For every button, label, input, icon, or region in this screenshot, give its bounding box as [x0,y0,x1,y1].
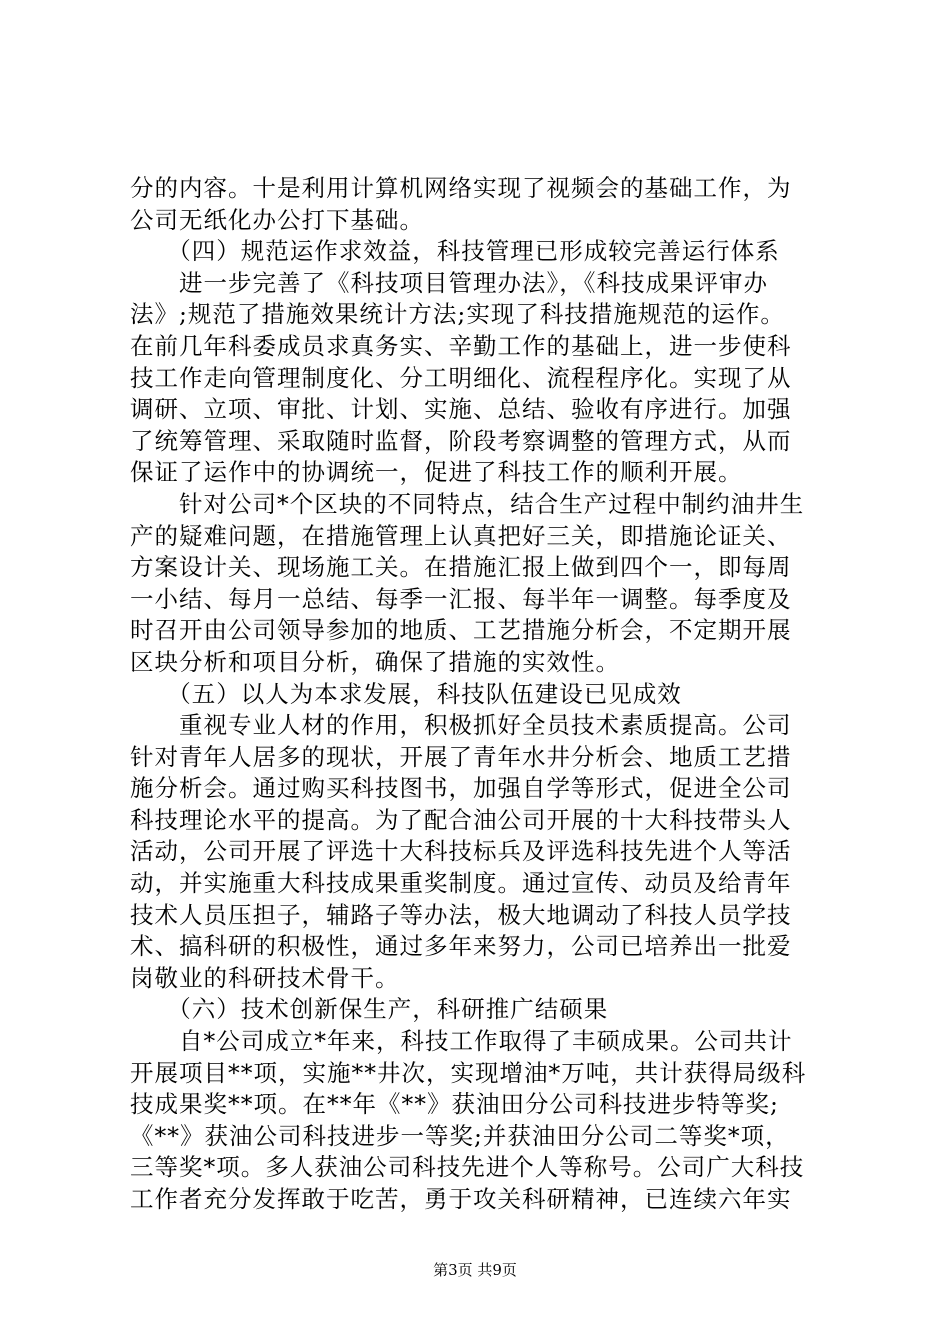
text-line: 重视专业人材的作用，积极抓好全员技术素质提高。公司 [130,711,792,740]
section-heading: （五）以人为本求发展，科技队伍建设已见成效 [130,679,682,708]
text-line: 岗敬业的科研技术骨干。 [130,963,400,992]
text-line: 调研、立项、审批、计划、实施、总结、验收有序进行。加强 [130,395,792,424]
text-line: 公司无纸化办公打下基础。 [130,205,424,234]
text-line: 工作者充分发挥敢于吃苦，勇于攻关科研精神，已连续六年实 [130,1185,792,1213]
text-line: 动，并实施重大科技成果重奖制度。通过宣传、动员及给青年 [130,869,792,898]
section-heading: （四）规范运作求效益，科技管理已形成较完善运行体系 [130,237,780,266]
text-line: 三等奖*项。多人获油公司科技先进个人等称号。公司广大科技 [130,1153,805,1182]
text-line: 了统筹管理、采取随时监督，阶段考察调整的管理方式，从而 [130,426,792,455]
text-line: 在前几年科委成员求真务实、辛勤工作的基础上，进一步使科 [130,331,792,360]
text-line: 活动，公司开展了评选十大科技标兵及评选科技先进个人等活 [130,837,792,866]
text-line: 自*公司成立*年来，科技工作取得了丰硕成果。公司共计 [130,1027,793,1056]
text-line: 技工作走向管理制度化、分工明细化、流程程序化。实现了从 [130,363,792,392]
text-line: 法》;规范了措施效果统计方法;实现了科技措施规范的运作。 [130,300,785,329]
text-line: 时召开由公司领导参加的地质、工艺措施分析会，不定期开展 [130,616,792,645]
text-line: 区块分析和项目分析，确保了措施的实效性。 [130,647,620,676]
text-line: 产的疑难问题，在措施管理上认真把好三关，即措施论证关、 [130,521,792,550]
text-line: 分的内容。十是利用计算机网络实现了视频会的基础工作，为 [130,174,792,202]
text-line: 技成果奖**项。在**年《**》获油田分公司科技进步特等奖; [130,1090,779,1119]
body-text [130,173,830,1216]
text-line: 开展项目**项，实施**井次，实现增油*万吨，共计获得局级科 [130,1058,807,1087]
text-line: 一小结、每月一总结、每季一汇报、每半年一调整。每季度及 [130,584,792,613]
section-heading: （六）技术创新保生产，科研推广结硕果 [130,995,609,1024]
text-line: 方案设计关、现场施工关。在措施汇报上做到四个一，即每周 [130,553,792,582]
page-number-footer: 第3页 共9页 [433,1261,517,1279]
text-line: 针对青年人居多的现状，开展了青年水井分析会、地质工艺措 [130,742,792,771]
text-line: 科技理论水平的提高。为了配合油公司开展的十大科技带头人 [130,805,792,834]
text-line: 技术人员压担子，辅路子等办法，极大地调动了科技人员学技 [130,900,792,929]
text-line: 施分析会。通过购买科技图书，加强自学等形式，促进全公司 [130,774,792,803]
text-line: 术、搞科研的积极性，通过多年来努力，公司已培养出一批爱 [130,932,792,961]
text-line: 进一步完善了《科技项目管理办法》，《科技成果评审办 [130,268,768,297]
text-line: 《**》获油公司科技进步一等奖;并获油田分公司二等奖*项， [130,1121,790,1150]
text-line: 针对公司*个区块的不同特点，结合生产过程中制约油井生 [130,489,805,518]
text-line: 保证了运作中的协调统一，促进了科技工作的顺利开展。 [130,458,743,487]
